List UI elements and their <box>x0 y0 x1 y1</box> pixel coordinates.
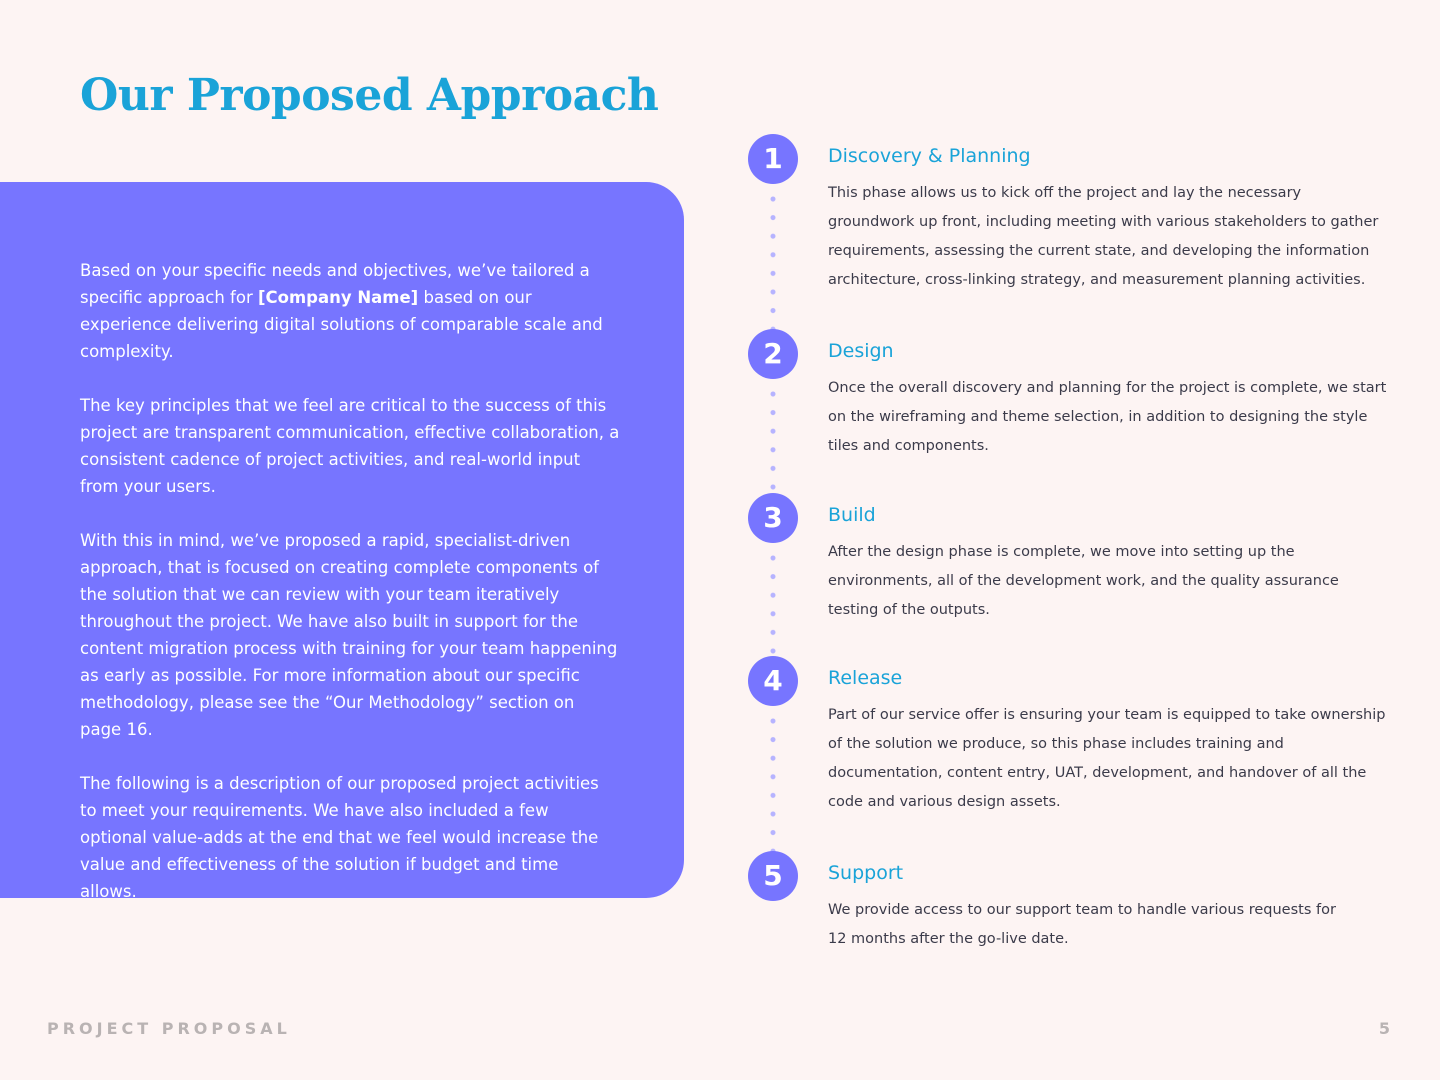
step-number-4: 4 <box>748 656 798 706</box>
steps-timeline <box>748 0 1408 1000</box>
step-title-release: Release <box>828 667 903 689</box>
step-description-design: Once the overall discovery and planning for the project is complete, we start on the wireframing and theme selection, in addition to designing the style tiles and components. <box>828 380 1387 454</box>
intro-paragraph-1 <box>80 257 620 365</box>
page-title: Our Proposed Approach <box>80 70 659 121</box>
footer-label: PROJECT PROPOSAL <box>47 1019 291 1038</box>
step-number-3: 3 <box>748 493 798 543</box>
intro-paragraph-4: The following is a description of our proposed project activities to meet your requirements. We have also included a few optional value-adds at the end that we feel would increase the value and effectiveness of the solution if budget and time allows. <box>80 774 599 901</box>
step-description-build: After the design phase is complete, we move into setting up the environments, all of the development work, and the quality assurance testing of the outputs. <box>828 544 1339 618</box>
step-number-2: 2 <box>748 329 798 379</box>
intro-paragraph-3: With this in mind, we’ve proposed a rapid, specialist-driven approach, that is focused on creating complete components of the solution that we can review with your team iteratively throughout the project. We have also built in support for the content migration process with training for your team happening as early as possible. For more information about our specific methodology, please see the “Our Methodology” section on page 16. <box>80 531 618 739</box>
step-connector-4-5 <box>770 718 776 854</box>
step-connector-1-2 <box>770 196 776 332</box>
intro-text <box>80 257 620 932</box>
company-name-placeholder: [Company Name] <box>257 288 419 307</box>
step-connector-2-3 <box>770 391 776 495</box>
step-title-build: Build <box>828 504 876 526</box>
step-connector-3-4 <box>770 555 776 659</box>
intro-paragraph-2: The key principles that we feel are critical to the success of this project are transparent communication, effective collaboration, a consistent cadence of project activities, and real-world input from your users. <box>80 396 620 496</box>
intro-p1-before: Based on your specific needs and objectives, we’ve tailored a specific approach for <box>80 261 590 307</box>
step-description-release: Part of our service offer is ensuring your team is equipped to take ownership of the solution we produce, so this phase includes training and documentation, content entry, UAT, development, and handover of all the code and various design assets. <box>828 707 1386 810</box>
step-number-1: 1 <box>748 134 798 184</box>
page-number: 5 <box>1378 1019 1390 1038</box>
step-description-discovery-planning: This phase allows us to kick off the project and lay the necessary groundwork up front, including meeting with various stakeholders to gather requirements, assessing the current state, and developing the information architecture, cross-linking strategy, and measurement planning activities. <box>828 185 1379 288</box>
intro-p1-after: based on our experience delivering digital solutions of comparable scale and complexity. <box>80 288 603 361</box>
step-description-support: We provide access to our support team to handle various requests for 12 months after the go-live date. <box>828 902 1336 947</box>
step-title-support: Support <box>828 862 904 884</box>
step-title-discovery-planning: Discovery & Planning <box>828 145 1031 167</box>
step-title-design: Design <box>828 340 894 362</box>
step-number-5: 5 <box>748 851 798 901</box>
